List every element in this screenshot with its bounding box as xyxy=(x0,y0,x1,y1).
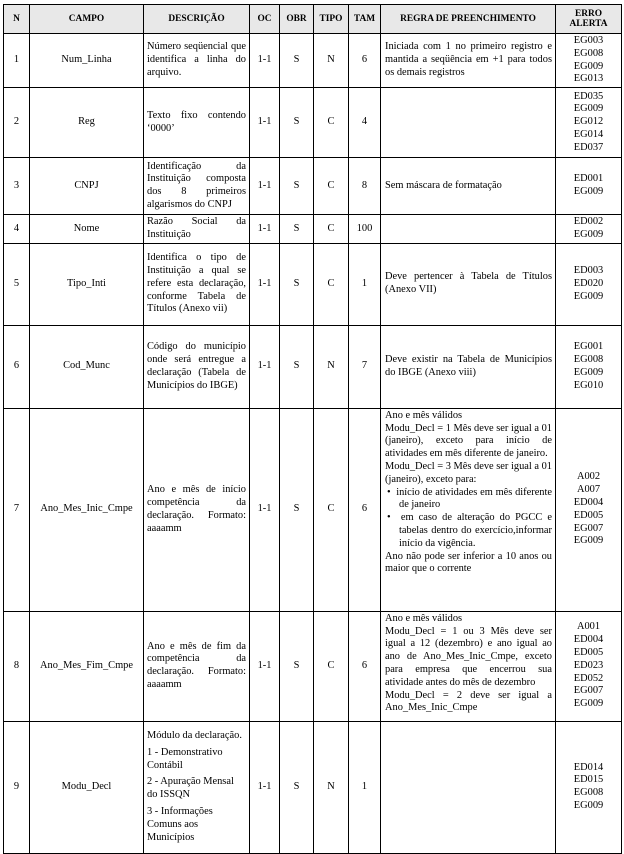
header-tam: TAM xyxy=(349,5,381,34)
error-code: ED005 xyxy=(573,647,604,659)
error-code: EG009 xyxy=(573,366,604,378)
cell-campo: CNPJ xyxy=(30,158,144,215)
cell-oc: 1-1 xyxy=(250,158,280,215)
error-code: EG007 xyxy=(573,522,604,534)
table-row xyxy=(4,215,622,244)
cell-regra: Deve pertencer à Tabela de Títulos (Anexo VII) xyxy=(381,243,556,325)
cell-regra xyxy=(381,408,556,611)
error-code: ED003 xyxy=(573,265,604,277)
descricao-part: Módulo da declaração. xyxy=(147,730,242,742)
table-row xyxy=(4,158,622,215)
cell-tipo: C xyxy=(314,158,349,215)
cell-tipo: C xyxy=(314,611,349,721)
cell-descricao: Número seqüencial que identifica a linha do arquivo. xyxy=(144,34,250,88)
cell-tipo: C xyxy=(314,408,349,611)
regra-line: Ano e mês válidos xyxy=(385,612,463,624)
error-code: ED037 xyxy=(573,141,604,153)
cell-obr: S xyxy=(280,243,314,325)
cell-n: 4 xyxy=(4,215,30,244)
header-descricao: DESCRIÇÃO xyxy=(144,5,250,34)
error-code: ED001 xyxy=(573,173,604,185)
cell-obr: S xyxy=(280,158,314,215)
cell-tam: 4 xyxy=(349,88,381,158)
cell-tipo: N xyxy=(314,721,349,853)
cell-erros xyxy=(556,243,622,325)
error-code: ED052 xyxy=(573,672,604,684)
error-code: A001 xyxy=(576,621,601,633)
cell-n: 9 xyxy=(4,721,30,853)
regra-line: Modu_Decl = 1 Mês deve ser igual a 01 (janeiro), exceto para início de atividades em mês diferente de janeiro. xyxy=(385,422,552,460)
error-code: EG009 xyxy=(573,535,604,547)
descricao-part: 2 - Apuração Mensal do ISSQN xyxy=(147,776,234,801)
table-row xyxy=(4,325,622,408)
table-row xyxy=(4,88,622,158)
error-code: EG014 xyxy=(573,129,604,141)
cell-n: 8 xyxy=(4,611,30,721)
cell-descricao: Identifica o tipo de Instituição a qual se refere esta declaração, conforme Tabela de Títulos (Anexo vii) xyxy=(144,243,250,325)
cell-campo: Nome xyxy=(30,215,144,244)
error-code: EG010 xyxy=(573,379,604,391)
cell-erros xyxy=(556,88,622,158)
cell-n: 7 xyxy=(4,408,30,611)
cell-campo: Ano_Mes_Inic_Cmpe xyxy=(30,408,144,611)
header-tipo: TIPO xyxy=(314,5,349,34)
regra-bullet: • início de atividades em mês diferente de janeiro xyxy=(387,486,552,511)
header-erro-alerta: ERRO ALERTA xyxy=(556,5,622,34)
error-code: ED004 xyxy=(573,634,604,646)
cell-tam: 6 xyxy=(349,611,381,721)
cell-erros xyxy=(556,34,622,88)
cell-campo: Num_Linha xyxy=(30,34,144,88)
error-code: EG009 xyxy=(573,186,604,198)
cell-oc: 1-1 xyxy=(250,408,280,611)
cell-regra xyxy=(381,88,556,158)
cell-descricao xyxy=(144,721,250,853)
cell-obr: S xyxy=(280,611,314,721)
error-code: EG008 xyxy=(573,787,604,799)
header-n: N xyxy=(4,5,30,34)
cell-oc: 1-1 xyxy=(250,243,280,325)
cell-descricao: Ano e mês de fim da competência da declaração. Formato: aaaamm xyxy=(144,611,250,721)
error-code: EG009 xyxy=(573,800,604,812)
error-code: EG013 xyxy=(573,73,604,85)
cell-obr: S xyxy=(280,721,314,853)
cell-regra xyxy=(381,721,556,853)
error-code: EG008 xyxy=(573,353,604,365)
cell-tipo: C xyxy=(314,243,349,325)
table-row xyxy=(4,34,622,88)
cell-oc: 1-1 xyxy=(250,88,280,158)
cell-obr: S xyxy=(280,408,314,611)
error-code: EG009 xyxy=(573,60,604,72)
cell-erros xyxy=(556,611,622,721)
cell-regra: Iniciada com 1 no primeiro registro e mantida a seqüência em +1 para todos os demais registros xyxy=(381,34,556,88)
cell-oc: 1-1 xyxy=(250,611,280,721)
error-code: ED004 xyxy=(573,496,604,508)
error-code: ED020 xyxy=(573,277,604,289)
table-row xyxy=(4,721,622,853)
cell-tipo: C xyxy=(314,215,349,244)
error-code: ED035 xyxy=(573,90,604,102)
error-code: ED023 xyxy=(573,659,604,671)
cell-n: 5 xyxy=(4,243,30,325)
cell-campo: Tipo_Inti xyxy=(30,243,144,325)
table-row xyxy=(4,243,622,325)
error-code: EG003 xyxy=(573,35,604,46)
cell-n: 6 xyxy=(4,325,30,408)
cell-oc: 1-1 xyxy=(250,325,280,408)
regra-line: Modu_Decl = 3 Mês deve ser igual a 01 (janeiro), exceto para: xyxy=(385,460,552,485)
cell-oc: 1-1 xyxy=(250,34,280,88)
cell-descricao: Código do município onde será entregue a declaração (Tabela de Municípios do IBGE) xyxy=(144,325,250,408)
error-code: ED015 xyxy=(573,774,604,786)
cell-obr: S xyxy=(280,325,314,408)
header-oc: OC xyxy=(250,5,280,34)
cell-descricao: Razão Social da Instituição xyxy=(144,215,250,244)
cell-descricao: Identificação da Instituição composta dos 8 primeiros algarismos do CNPJ xyxy=(144,158,250,215)
cell-campo: Ano_Mes_Fim_Cmpe xyxy=(30,611,144,721)
cell-oc: 1-1 xyxy=(250,215,280,244)
error-code: EG001 xyxy=(573,341,604,353)
cell-campo: Modu_Decl xyxy=(30,721,144,853)
cell-erros xyxy=(556,325,622,408)
layout-table xyxy=(3,4,622,854)
error-code: EG009 xyxy=(573,228,604,240)
regra-line: Ano não pode ser inferior a 10 anos ou maior que o corrente xyxy=(385,550,552,575)
cell-tam: 1 xyxy=(349,721,381,853)
cell-tam: 6 xyxy=(349,408,381,611)
cell-tam: 7 xyxy=(349,325,381,408)
cell-tam: 8 xyxy=(349,158,381,215)
cell-erros xyxy=(556,408,622,611)
cell-n: 3 xyxy=(4,158,30,215)
cell-erros xyxy=(556,721,622,853)
error-code: EG007 xyxy=(573,685,604,697)
cell-obr: S xyxy=(280,215,314,244)
header-regra: REGRA DE PREENCHIMENTO xyxy=(381,5,556,34)
cell-obr: S xyxy=(280,88,314,158)
error-code: ED014 xyxy=(573,761,604,773)
cell-tipo: N xyxy=(314,34,349,88)
cell-tipo: N xyxy=(314,325,349,408)
error-code: EG009 xyxy=(573,290,604,302)
cell-descricao: Texto fixo contendo ‘0000’ xyxy=(144,88,250,158)
cell-erros xyxy=(556,158,622,215)
cell-regra xyxy=(381,215,556,244)
error-code: EG009 xyxy=(573,103,604,115)
cell-n: 1 xyxy=(4,34,30,88)
cell-n: 2 xyxy=(4,88,30,158)
cell-tam: 100 xyxy=(349,215,381,244)
cell-oc: 1-1 xyxy=(250,721,280,853)
cell-regra xyxy=(381,611,556,721)
error-code: EG009 xyxy=(573,698,604,710)
error-code: EG012 xyxy=(573,116,604,128)
table-row xyxy=(4,408,622,611)
header-row xyxy=(4,5,622,34)
cell-regra: Sem máscara de formatação xyxy=(381,158,556,215)
error-code: A002 xyxy=(576,471,601,483)
cell-descricao: Ano e mês de início competência da declaração. Formato: aaaamm xyxy=(144,408,250,611)
cell-regra: Deve existir na Tabela de Municípios do IBGE (Anexo viii) xyxy=(381,325,556,408)
regra-bullet: • em caso de alteração do PGCC e tabelas dentro do exercício,informar início da vigência. xyxy=(387,512,552,549)
cell-tipo: C xyxy=(314,88,349,158)
error-code: A007 xyxy=(576,484,601,496)
regra-line: Ano e mês válidos xyxy=(385,409,463,421)
regra-line: Modu_Decl = 2 deve ser igual a Ano_Mes_Inic_Cmpe xyxy=(385,689,552,714)
cell-tam: 6 xyxy=(349,34,381,88)
cell-campo: Cod_Munc xyxy=(30,325,144,408)
cell-campo: Reg xyxy=(30,88,144,158)
cell-erros xyxy=(556,215,622,244)
descricao-part: 1 - Demonstrativo Contábil xyxy=(147,746,223,771)
regra-line: Modu_Decl = 1 ou 3 Mês deve ser igual a 12 (dezembro) e ano igual ao ano de Ano_Mes_Inic_Cmpe, exceto para empresa que encerrou sua atividade antes do mês de dezembro xyxy=(385,625,552,688)
table-row xyxy=(4,611,622,721)
header-campo: CAMPO xyxy=(30,5,144,34)
error-code: ED005 xyxy=(573,509,604,521)
descricao-part: 3 - Informações Comuns aos Municípios xyxy=(147,806,213,843)
cell-obr: S xyxy=(280,34,314,88)
header-obr: OBR xyxy=(280,5,314,34)
error-code: ED002 xyxy=(573,216,604,228)
error-code: EG008 xyxy=(573,47,604,59)
cell-tam: 1 xyxy=(349,243,381,325)
